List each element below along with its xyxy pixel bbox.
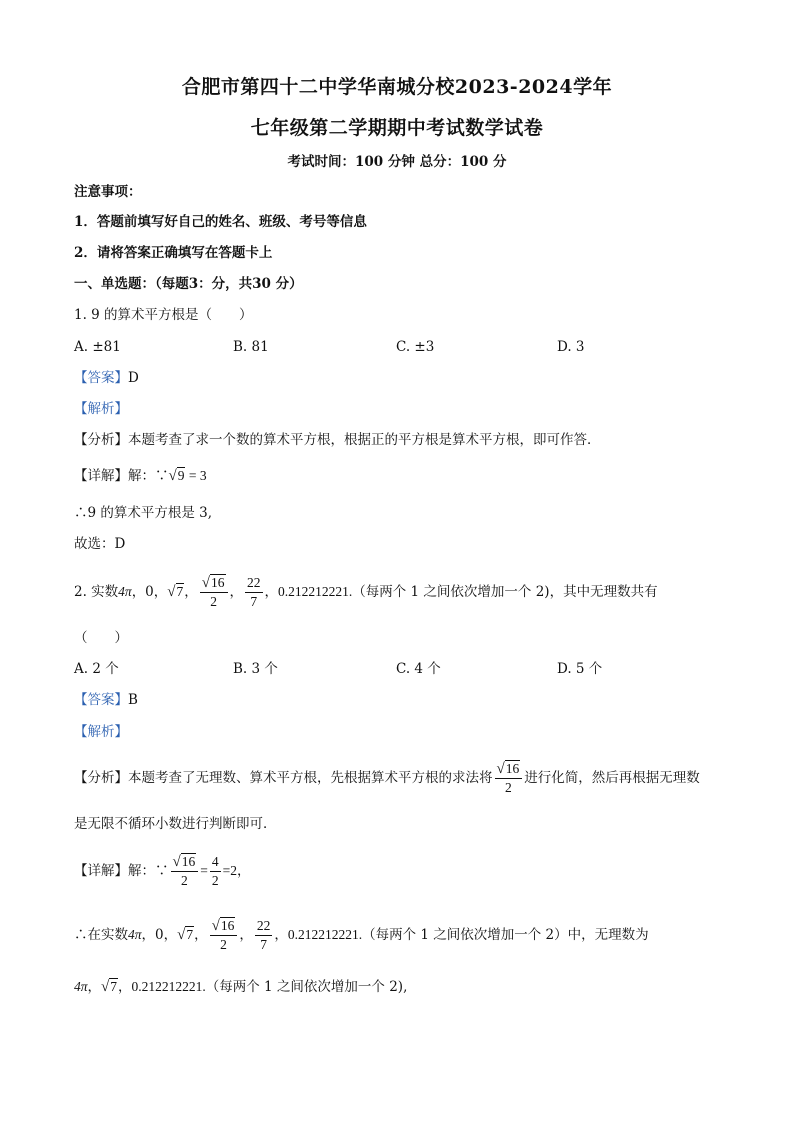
q2-option-c: C. 4 个 [396, 661, 441, 677]
answer-tag: 【答案】 [74, 692, 128, 708]
answer-value: D [128, 370, 139, 386]
q2-fenxi-line-1: 【分析】本题考查了无理数、算术平方根，先根据算术平方根的求法将 $\frac{√16}{2}$ 进行化简，然后再根据无理数 [74, 761, 700, 795]
q2-detail: 【详解】解：∵ $\frac{√16}{2}$ = $\frac{4}{2}$ =2， [74, 854, 251, 888]
q1-conclusion: ∴9 的算术平方根是 3, [74, 505, 213, 521]
frac-sqrt16-over-2: $\frac{√16}{2}$ [210, 917, 238, 954]
frac-sqrt16-over-2: $\frac{√16}{2}$ [495, 760, 523, 797]
sqrt-7: √7 [101, 979, 117, 995]
frac-sqrt16-over-2: $\frac{√16}{2}$ [200, 574, 228, 611]
frac-22-over-7: $\frac{22}{7}$ [247, 575, 261, 609]
q2-option-a: A. 2 个 [74, 661, 119, 677]
title-line-2: 七年级第二学期期中考试数学试卷 [250, 117, 544, 139]
q2-fenxi-line-2: 是无限不循环小数进行判断即可． [74, 816, 277, 832]
q2-option-d: D. 5 个 [557, 661, 603, 677]
exam-info: 考试时间：100 分钟 总分：100 分 [287, 154, 507, 170]
sqrt-7: √7 [167, 584, 184, 600]
sqrt-9: √9 [168, 468, 185, 484]
q1-option-c: C. ±3 [396, 339, 435, 355]
notes-heading: 注意事项： [74, 184, 142, 200]
q1-answer [74, 368, 139, 388]
q2-detail-line-3: 4π，√7，0.212212221.（每两个 1 之间依次增加一个 2), [74, 979, 408, 995]
sqrt-7: √7 [177, 927, 194, 943]
q1-analysis-tag: 【解析】 [74, 401, 128, 417]
q1-option-b: B. 81 [233, 339, 269, 355]
section-heading: 一、单选题：（每题3：分，共30 分） [74, 276, 303, 292]
detail-suffix: = 3 [185, 468, 207, 483]
detail-tag: 【详解】 [74, 468, 128, 484]
frac-22-over-7: $\frac{22}{7}$ [256, 918, 271, 952]
fenxi-text: 本题考查了求一个数的算术平方根，根据正的平方根是算术平方根，即可作答． [128, 432, 601, 448]
answer-value: B [128, 692, 138, 708]
q1-stem: 1. 9 的算术平方根是（ ） [74, 307, 253, 323]
frac-4-over-2: $\frac{4}{2}$ [211, 854, 219, 888]
q2-option-b: B. 3 个 [233, 661, 278, 677]
title-line-1: 合肥市第四十二中学华南城分校2023-2024学年 [181, 76, 613, 98]
notes-item-1: 1．答题前填写好自己的姓名、班级、考号等信息 [74, 214, 367, 230]
q2-stem: 2. 实数4π，0，√7， $\frac{√16}{2}$ ， $\frac{22}{7}$ ，0.212212221.（每两个 1 之间依次增加一个 2)，其中无理数共有 [74, 575, 658, 609]
q1-detail [74, 466, 207, 486]
q1-option-d: D. 3 [557, 339, 585, 355]
q1-option-a: A. ±81 [74, 339, 121, 355]
q2-answer [74, 690, 138, 710]
q2-paren: （ ） [74, 630, 128, 646]
q1-choice: 故选：D [74, 536, 126, 552]
detail-prefix: 解：∵ [128, 468, 169, 484]
frac-sqrt16-over-2: $\frac{√16}{2}$ [171, 853, 199, 890]
q2-detail-line-2: ∴在实数4π，0，√7， $\frac{√16}{2}$ ， $\frac{22}{7}$ ，0.212212221.（每两个 1 之间依次增加一个 2）中，无理数为 [74, 918, 649, 952]
notes-item-2: 2．请将答案正确填写在答题卡上 [74, 245, 273, 261]
q1-fenxi [74, 430, 601, 450]
answer-tag: 【答案】 [74, 370, 128, 386]
q2-analysis-tag: 【解析】 [74, 724, 128, 740]
fenxi-tag: 【分析】 [74, 432, 128, 448]
